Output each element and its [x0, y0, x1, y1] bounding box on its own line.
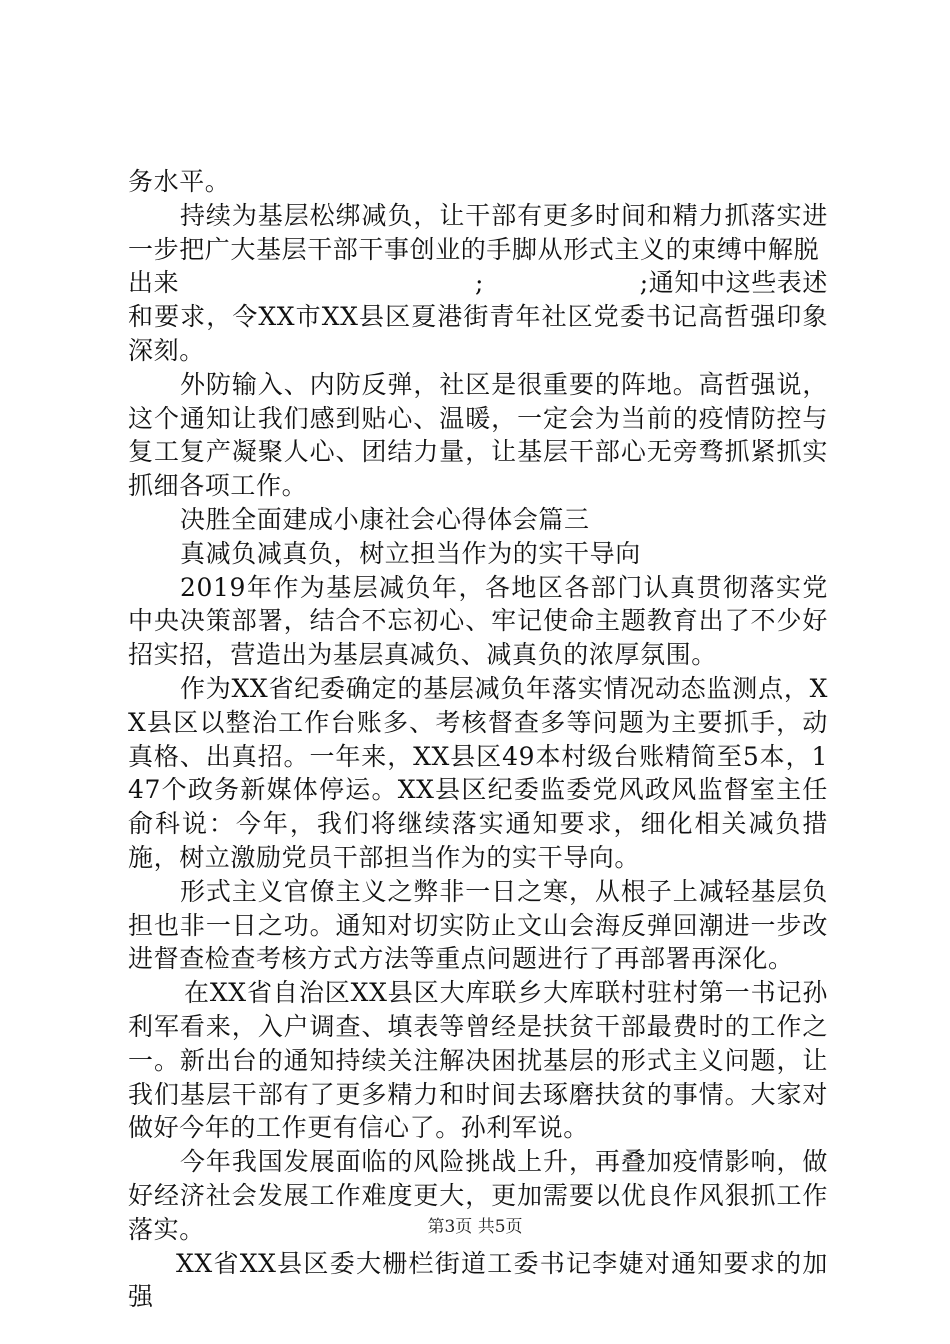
paragraph: 外防输入、内防反弹，社区是很重要的阵地。高哲强说，这个通知让我们感到贴心、温暖，一定会为当前的疫情防控与复工复产凝聚人心、团结力量，让基层干部心无旁骛抓紧抓实抓细各项工作。 [128, 369, 828, 501]
text-fragment: 出来 [128, 268, 180, 298]
paragraph: 2019年作为基层减负年，各地区各部门认真贯彻落实党中央决策部署，结合不忘初心、牢记使命主题教育出了不少好招实招，营造出为基层真减负、减真负的浓厚氛围。 [128, 572, 828, 670]
paragraph: 形式主义官僚主义之弊非一日之寒，从根子上减轻基层负担也非一日之功。通知对切实防止文山会海反弹回潮进一步改进督查检查考核方式方法等重点问题进行了再部署再深化。 [128, 876, 828, 974]
paragraph: 作为XX省纪委确定的基层减负年落实情况动态监测点，XX县区以整治工作台账多、考核督查多等问题为主要抓手，动真格、出真招。一年来，XX县区49本村级台账精简至5本，147个政务新媒体停运。XX县区纪委监委党风政风监督室主任俞科说：今年，我们将继续落实通知要求，细化相关减负措施，树立激励党员干部担当作为的实干导向。 [128, 673, 828, 872]
section-heading: 决胜全面建成小康社会心得体会篇三 [180, 504, 590, 534]
paragraph: 今年我国发展面临的风险挑战上升，再叠加疫情影响，做好经济社会发展工作难度更大，更加需要以优良作风狠抓工作落实。 [128, 1147, 828, 1244]
paragraph-line [128, 266, 828, 300]
paragraph: XX省XX县区委大栅栏街道工委书记李婕对通知要求的加强 [128, 1248, 828, 1312]
section-subheading: 真减负减真负，树立担当作为的实干导向 [180, 538, 641, 568]
paragraph: 在XX省自治区XX县区大库联乡大库联村驻村第一书记孙利军看来，入户调查、填表等曾经是扶贫干部最费时的工作之一。新出台的通知持续关注解决困扰基层的形式主义问题，让我们基层干部有了更多精力和时间去琢磨扶贫的事情。大家对做好今年的工作更有信心了。孙利军说。 [128, 978, 828, 1143]
document-body [128, 165, 828, 1314]
text-fragment: ;通知中这些表述 [639, 268, 828, 298]
text-fragment: ; [474, 268, 484, 298]
paragraph: 和要求，令XX市XX县区夏港街青年社区党委书记高哲强印象深刻。 [128, 302, 828, 365]
page-number: 第3页 共5页 [427, 1217, 523, 1237]
paragraph: 持续为基层松绑减负，让干部有更多时间和精力抓落实进一步把广大基层干部干事创业的手脚从形式主义的束缚中解脱 [128, 200, 828, 264]
paragraph: 务水平。 [128, 167, 231, 196]
